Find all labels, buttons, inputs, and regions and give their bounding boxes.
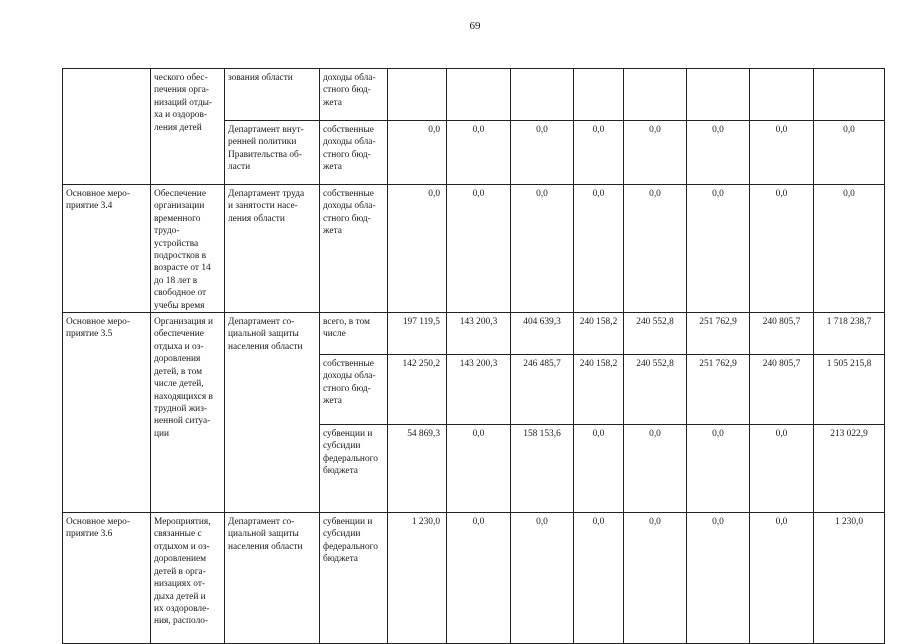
value-cell: 0,0 (574, 185, 624, 313)
value-cell: 0,0 (687, 121, 750, 185)
value-cell: 0,0 (447, 121, 511, 185)
value-cell: 0,0 (814, 185, 885, 313)
value-cell: 240 158,2 (574, 313, 624, 355)
event-name-cell: ческого обес- печения орга- низаций отды- ха и оздоров- ления детей (151, 69, 225, 185)
value-cell: 240 552,8 (624, 313, 687, 355)
value-cell (388, 69, 447, 121)
value-cell: 0,0 (388, 121, 447, 185)
value-cell: 143 200,3 (447, 355, 511, 425)
value-cell (750, 69, 814, 121)
value-cell: 240 158,2 (574, 355, 624, 425)
value-cell: 0,0 (574, 121, 624, 185)
value-cell: 246 485,7 (511, 355, 574, 425)
event-cell: Основное меро- приятие 3.4 (63, 185, 151, 313)
executor-cell: Департамент со- циальной защиты населения области (225, 513, 320, 644)
value-cell (574, 69, 624, 121)
value-cell: 1 230,0 (814, 513, 885, 644)
funding-source-cell: доходы обла- стного бюд- жета (320, 69, 388, 121)
value-cell: 0,0 (574, 425, 624, 513)
value-cell: 0,0 (687, 185, 750, 313)
funding-source-cell: собственные доходы обла- стного бюд- жета (320, 121, 388, 185)
table-row (63, 69, 885, 121)
value-cell: 0,0 (750, 121, 814, 185)
funding-source-cell: собственные доходы обла- стного бюд- жета (320, 355, 388, 425)
funding-source-cell: собственные доходы обла- стного бюд- жета (320, 185, 388, 313)
funding-source-cell: субвенции и субсидии федерального бюджета (320, 513, 388, 644)
value-cell: 240 552,8 (624, 355, 687, 425)
value-cell: 0,0 (750, 425, 814, 513)
value-cell: 0,0 (814, 121, 885, 185)
value-cell: 0,0 (574, 513, 624, 644)
value-cell: 54 869,3 (388, 425, 447, 513)
value-cell: 1 230,0 (388, 513, 447, 644)
value-cell: 0,0 (624, 425, 687, 513)
executor-cell: Департамент со- циальной защиты населения области (225, 313, 320, 513)
value-cell: 0,0 (447, 513, 511, 644)
value-cell (624, 69, 687, 121)
value-cell: 1 505 215,8 (814, 355, 885, 425)
budget-table (62, 68, 885, 644)
value-cell (814, 69, 885, 121)
value-cell (687, 69, 750, 121)
event-name-cell: Организация и обеспечение отдыха и оз- доровления детей, в том числе детей, находящихся в трудной жиз- ненной ситуа- ции (151, 313, 225, 513)
value-cell (511, 69, 574, 121)
value-cell: 0,0 (687, 425, 750, 513)
value-cell (447, 69, 511, 121)
funding-source-cell: всего, в том числе (320, 313, 388, 355)
event-cell: Основное меро- приятие 3.6 (63, 513, 151, 644)
value-cell: 240 805,7 (750, 355, 814, 425)
value-cell: 0,0 (624, 121, 687, 185)
table-row (63, 185, 885, 313)
value-cell: 251 762,9 (687, 355, 750, 425)
value-cell: 1 718 238,7 (814, 313, 885, 355)
value-cell: 0,0 (750, 513, 814, 644)
executor-cell: Департамент внут- ренней политики Правительства об- ласти (225, 121, 320, 185)
value-cell: 0,0 (624, 513, 687, 644)
value-cell: 240 805,7 (750, 313, 814, 355)
value-cell: 142 250,2 (388, 355, 447, 425)
value-cell: 0,0 (447, 185, 511, 313)
value-cell: 143 200,3 (447, 313, 511, 355)
value-cell: 0,0 (388, 185, 447, 313)
event-name-cell: Мероприятия, связанные с отдыхом и оз- доровлением детей в орга- низациях от- дыха детей и их оздоровле- ния, располо- (151, 513, 225, 644)
value-cell: 0,0 (447, 425, 511, 513)
value-cell: 0,0 (511, 185, 574, 313)
value-cell: 404 639,3 (511, 313, 574, 355)
value-cell: 213 022,9 (814, 425, 885, 513)
table-row (63, 513, 885, 644)
value-cell: 251 762,9 (687, 313, 750, 355)
funding-source-cell: субвенции и субсидии федерального бюджета (320, 425, 388, 513)
table-row (63, 313, 885, 355)
value-cell: 0,0 (687, 513, 750, 644)
executor-cell: Департамент труда и занятости насе- ления области (225, 185, 320, 313)
value-cell: 0,0 (750, 185, 814, 313)
value-cell: 0,0 (511, 513, 574, 644)
event-cell (63, 69, 151, 185)
event-name-cell: Обеспечение организации временного трудо- устройства подростков в возрасте от 14 до 18 лет в свободное от учебы время (151, 185, 225, 313)
value-cell: 158 153,6 (511, 425, 574, 513)
event-cell: Основное меро- приятие 3.5 (63, 313, 151, 513)
page-number: 69 (469, 20, 481, 32)
value-cell: 0,0 (511, 121, 574, 185)
value-cell: 197 119,5 (388, 313, 447, 355)
value-cell: 0,0 (624, 185, 687, 313)
executor-cell: зования области (225, 69, 320, 121)
